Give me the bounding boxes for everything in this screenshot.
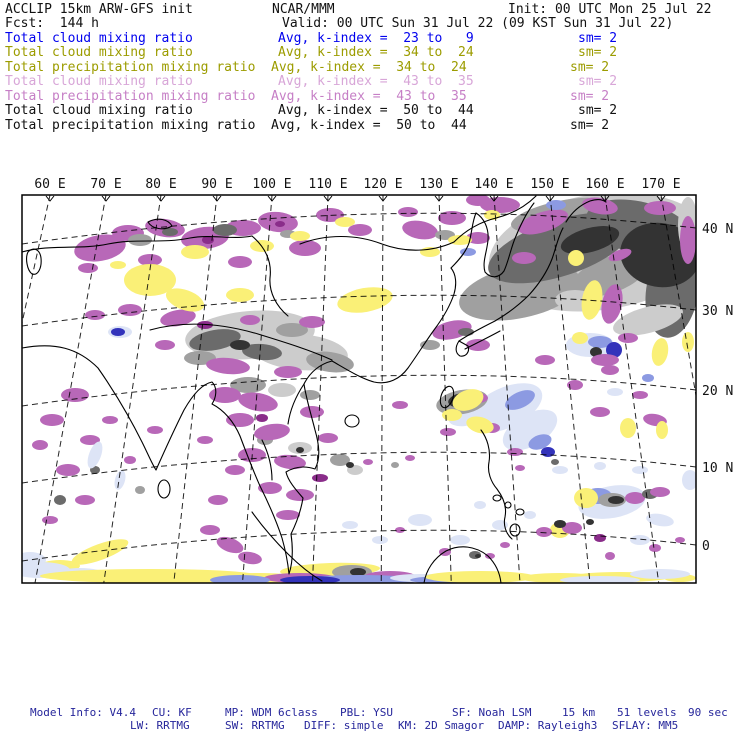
contour-patch bbox=[300, 406, 324, 418]
contour-patch bbox=[515, 465, 525, 471]
init-time: Init: 00 UTC Mon 25 Jul 22 bbox=[508, 2, 712, 17]
contour-patch bbox=[675, 537, 685, 543]
lw-scheme: LW: RRTMG bbox=[130, 719, 190, 732]
lon-label: 120 E bbox=[363, 177, 403, 192]
legend-sm: sm= 2 bbox=[578, 31, 618, 46]
legend-kindex: Avg, k-index = 23 to 9 bbox=[278, 31, 474, 46]
contour-patch bbox=[591, 354, 619, 366]
parallel-line bbox=[22, 375, 696, 406]
levels: 51 levels bbox=[617, 706, 677, 719]
legend-sm: sm= 2 bbox=[570, 118, 610, 133]
legend-sm: sm= 2 bbox=[578, 45, 618, 60]
legend-label: Total precipitation mixing ratio bbox=[5, 118, 256, 133]
contour-patch bbox=[554, 520, 566, 528]
legend-sm: sm= 2 bbox=[578, 74, 618, 89]
contour-patch bbox=[102, 416, 118, 424]
contour-patch bbox=[75, 495, 95, 505]
contour-patch bbox=[275, 221, 285, 227]
lon-label: 110 E bbox=[308, 177, 348, 192]
contour-patch bbox=[500, 542, 510, 548]
contour-patch bbox=[420, 340, 440, 350]
contour-patch bbox=[237, 550, 263, 566]
legend-kindex: Avg, k-index = 43 to 35 bbox=[278, 74, 474, 89]
contour-patch bbox=[551, 459, 559, 465]
km-scheme: KM: 2D Smagor bbox=[398, 719, 485, 732]
contour-patch bbox=[601, 365, 619, 375]
contour-patch bbox=[408, 514, 432, 526]
contour-patch bbox=[32, 440, 48, 450]
contour-patch bbox=[296, 447, 304, 453]
lon-label: 70 E bbox=[90, 177, 122, 192]
contour-patch bbox=[574, 488, 598, 508]
legend-kindex: Avg, k-index = 34 to 24 bbox=[271, 60, 467, 75]
contour-patch bbox=[213, 224, 237, 236]
contour-patch bbox=[594, 462, 606, 470]
contour-patch bbox=[620, 418, 636, 438]
contour-patch bbox=[300, 390, 320, 400]
contour-patch bbox=[405, 455, 415, 461]
contour-patch bbox=[363, 459, 373, 465]
contour-patch bbox=[630, 535, 650, 545]
lon-label: 100 E bbox=[252, 177, 292, 192]
contour-patch bbox=[425, 571, 535, 583]
contour-patch bbox=[85, 310, 105, 320]
lon-label: 170 E bbox=[641, 177, 681, 192]
contour-patch bbox=[625, 492, 645, 504]
model-info: Model Info: V4.4 bbox=[30, 706, 136, 719]
contour-patch bbox=[147, 426, 163, 434]
coast-mindanao bbox=[510, 524, 520, 536]
legend-label: Total cloud mixing ratio bbox=[5, 74, 193, 89]
contour-patch bbox=[442, 409, 462, 421]
contour-patch bbox=[535, 355, 555, 365]
contour-patch bbox=[458, 328, 474, 336]
coast-sri-lanka bbox=[158, 480, 170, 498]
contour-patch bbox=[110, 261, 126, 269]
contour-patch bbox=[135, 486, 145, 494]
contour-patch bbox=[318, 433, 338, 443]
contour-patch bbox=[290, 231, 310, 241]
lon-label: 130 E bbox=[419, 177, 459, 192]
cu-scheme: CU: KF bbox=[152, 706, 192, 719]
contour-patch bbox=[608, 496, 624, 504]
contour-patch bbox=[650, 337, 671, 367]
contour-patch bbox=[299, 316, 325, 328]
model-title: ACCLIP 15km ARW-GFS init bbox=[5, 2, 193, 17]
contour-patch bbox=[274, 366, 302, 378]
grid-spacing: 15 km bbox=[562, 706, 596, 719]
org-label: NCAR/MMM bbox=[272, 2, 335, 17]
contour-patch bbox=[568, 250, 584, 266]
coast-visayas-3 bbox=[516, 509, 524, 515]
contour-patch bbox=[54, 495, 66, 505]
contour-patch bbox=[268, 383, 296, 397]
diff-scheme: DIFF: simple bbox=[304, 719, 384, 732]
legend-kindex: Avg, k-index = 43 to 35 bbox=[271, 89, 467, 104]
contour-patch bbox=[401, 218, 440, 242]
mixing-ratio-patches bbox=[10, 179, 719, 586]
lat-label: 0 bbox=[702, 539, 710, 554]
contour-patch bbox=[200, 525, 220, 535]
coast-hainan bbox=[345, 415, 359, 427]
damp-scheme: DAMP: Rayleigh3 bbox=[498, 719, 598, 732]
contour-patch bbox=[642, 374, 654, 382]
contour-patch bbox=[536, 527, 552, 537]
contour-patch bbox=[228, 256, 252, 268]
contour-patch bbox=[335, 283, 394, 316]
legend-kindex: Avg, k-index = 50 to 44 bbox=[278, 103, 474, 118]
contour-patch bbox=[420, 247, 440, 257]
contour-patch bbox=[392, 401, 408, 409]
contour-patch bbox=[40, 414, 64, 426]
contour-patch bbox=[474, 501, 486, 509]
legend-label: Total precipitation mixing ratio bbox=[5, 89, 256, 104]
legend-label: Total cloud mixing ratio bbox=[5, 103, 193, 118]
lon-label: 80 E bbox=[145, 177, 177, 192]
contour-patch bbox=[644, 201, 676, 215]
coast-visayas-1 bbox=[493, 495, 501, 501]
contour-patch bbox=[391, 462, 399, 468]
lon-label: 90 E bbox=[201, 177, 233, 192]
contour-patch bbox=[312, 474, 328, 482]
legend-sm: sm= 2 bbox=[570, 89, 610, 104]
lon-label: 140 E bbox=[474, 177, 514, 192]
contour-patch bbox=[128, 234, 152, 246]
contour-patch bbox=[572, 332, 588, 344]
contour-patch bbox=[546, 200, 566, 210]
contour-patch bbox=[276, 510, 300, 520]
contour-patch bbox=[348, 224, 372, 236]
lat-label: 40 N bbox=[702, 222, 734, 237]
contour-patch bbox=[680, 216, 696, 264]
contour-patch bbox=[118, 304, 142, 316]
contour-patch bbox=[42, 516, 58, 524]
meridian-line bbox=[381, 195, 383, 583]
sw-scheme: SW: RRTMG bbox=[225, 719, 285, 732]
contour-patch bbox=[226, 413, 254, 427]
contour-patch bbox=[440, 428, 456, 436]
contour-patch bbox=[586, 519, 594, 525]
contour-patch bbox=[335, 217, 355, 227]
contour-patch bbox=[507, 448, 523, 456]
legend-sm: sm= 2 bbox=[570, 60, 610, 75]
contour-patch bbox=[552, 466, 568, 474]
contour-patch bbox=[466, 339, 490, 351]
mp-scheme: MP: WDM 6class bbox=[225, 706, 318, 719]
contour-patch bbox=[475, 554, 481, 558]
lat-label: 20 N bbox=[702, 384, 734, 399]
legend-label: Total cloud mixing ratio bbox=[5, 31, 193, 46]
legend-label: Total cloud mixing ratio bbox=[5, 45, 193, 60]
contour-patch bbox=[372, 536, 388, 544]
contour-patch bbox=[240, 315, 260, 325]
lake-caspian bbox=[27, 249, 42, 274]
contour-patch bbox=[484, 210, 500, 220]
contour-patch bbox=[650, 487, 670, 497]
contour-patch bbox=[450, 535, 470, 545]
pbl-scheme: PBL: YSU bbox=[340, 706, 393, 719]
contour-patch bbox=[656, 421, 668, 439]
contour-patch bbox=[632, 391, 648, 399]
map-panel bbox=[0, 170, 740, 600]
valid-time: Valid: 00 UTC Sun 31 Jul 22 (09 KST Sun 31 Jul 22) bbox=[282, 16, 674, 31]
lon-label: 60 E bbox=[34, 177, 66, 192]
sf-scheme: SF: Noah LSM bbox=[452, 706, 532, 719]
meridian-line bbox=[0, 195, 50, 583]
contour-patch bbox=[256, 414, 268, 422]
contour-patch bbox=[512, 252, 536, 264]
contour-patch bbox=[605, 552, 615, 560]
contour-patch bbox=[682, 332, 694, 352]
contour-patch bbox=[607, 388, 623, 396]
contour-patch bbox=[111, 328, 125, 336]
border-indochina-2 bbox=[262, 440, 272, 480]
contour-patch bbox=[466, 194, 490, 206]
contour-patch bbox=[350, 568, 366, 576]
legend-label: Total precipitation mixing ratio bbox=[5, 60, 256, 75]
contour-patch bbox=[208, 495, 228, 505]
contour-patch bbox=[56, 464, 80, 476]
contour-patch bbox=[630, 569, 690, 579]
contour-patch bbox=[524, 511, 536, 519]
coast-visayas-2 bbox=[505, 502, 511, 508]
legend-kindex: Avg, k-index = 34 to 24 bbox=[278, 45, 474, 60]
contour-patch bbox=[78, 263, 98, 273]
contour-patch bbox=[590, 407, 610, 417]
contour-patch bbox=[124, 456, 136, 464]
contour-patch bbox=[230, 340, 250, 350]
contour-patch bbox=[197, 436, 213, 444]
map-canvas bbox=[0, 170, 740, 600]
contour-patch bbox=[649, 544, 661, 552]
timestep: 90 sec bbox=[688, 706, 728, 719]
legend-sm: sm= 2 bbox=[578, 103, 618, 118]
forecast-hour: Fcst: 144 h bbox=[5, 16, 99, 31]
contour-patch bbox=[155, 340, 175, 350]
lon-label: 150 E bbox=[530, 177, 570, 192]
contour-patch bbox=[181, 245, 209, 259]
lon-label: 160 E bbox=[585, 177, 625, 192]
legend-kindex: Avg, k-index = 50 to 44 bbox=[271, 118, 467, 133]
contour-patch bbox=[225, 465, 245, 475]
lat-label: 10 N bbox=[702, 461, 734, 476]
sflay-scheme: SFLAY: MM5 bbox=[612, 719, 679, 732]
contour-patch bbox=[342, 521, 358, 529]
contour-patch bbox=[346, 462, 354, 468]
contour-patch bbox=[618, 333, 638, 343]
contour-patch bbox=[398, 207, 418, 217]
contour-patch bbox=[226, 288, 254, 302]
lat-label: 30 N bbox=[702, 304, 734, 319]
contour-patch bbox=[632, 466, 648, 474]
